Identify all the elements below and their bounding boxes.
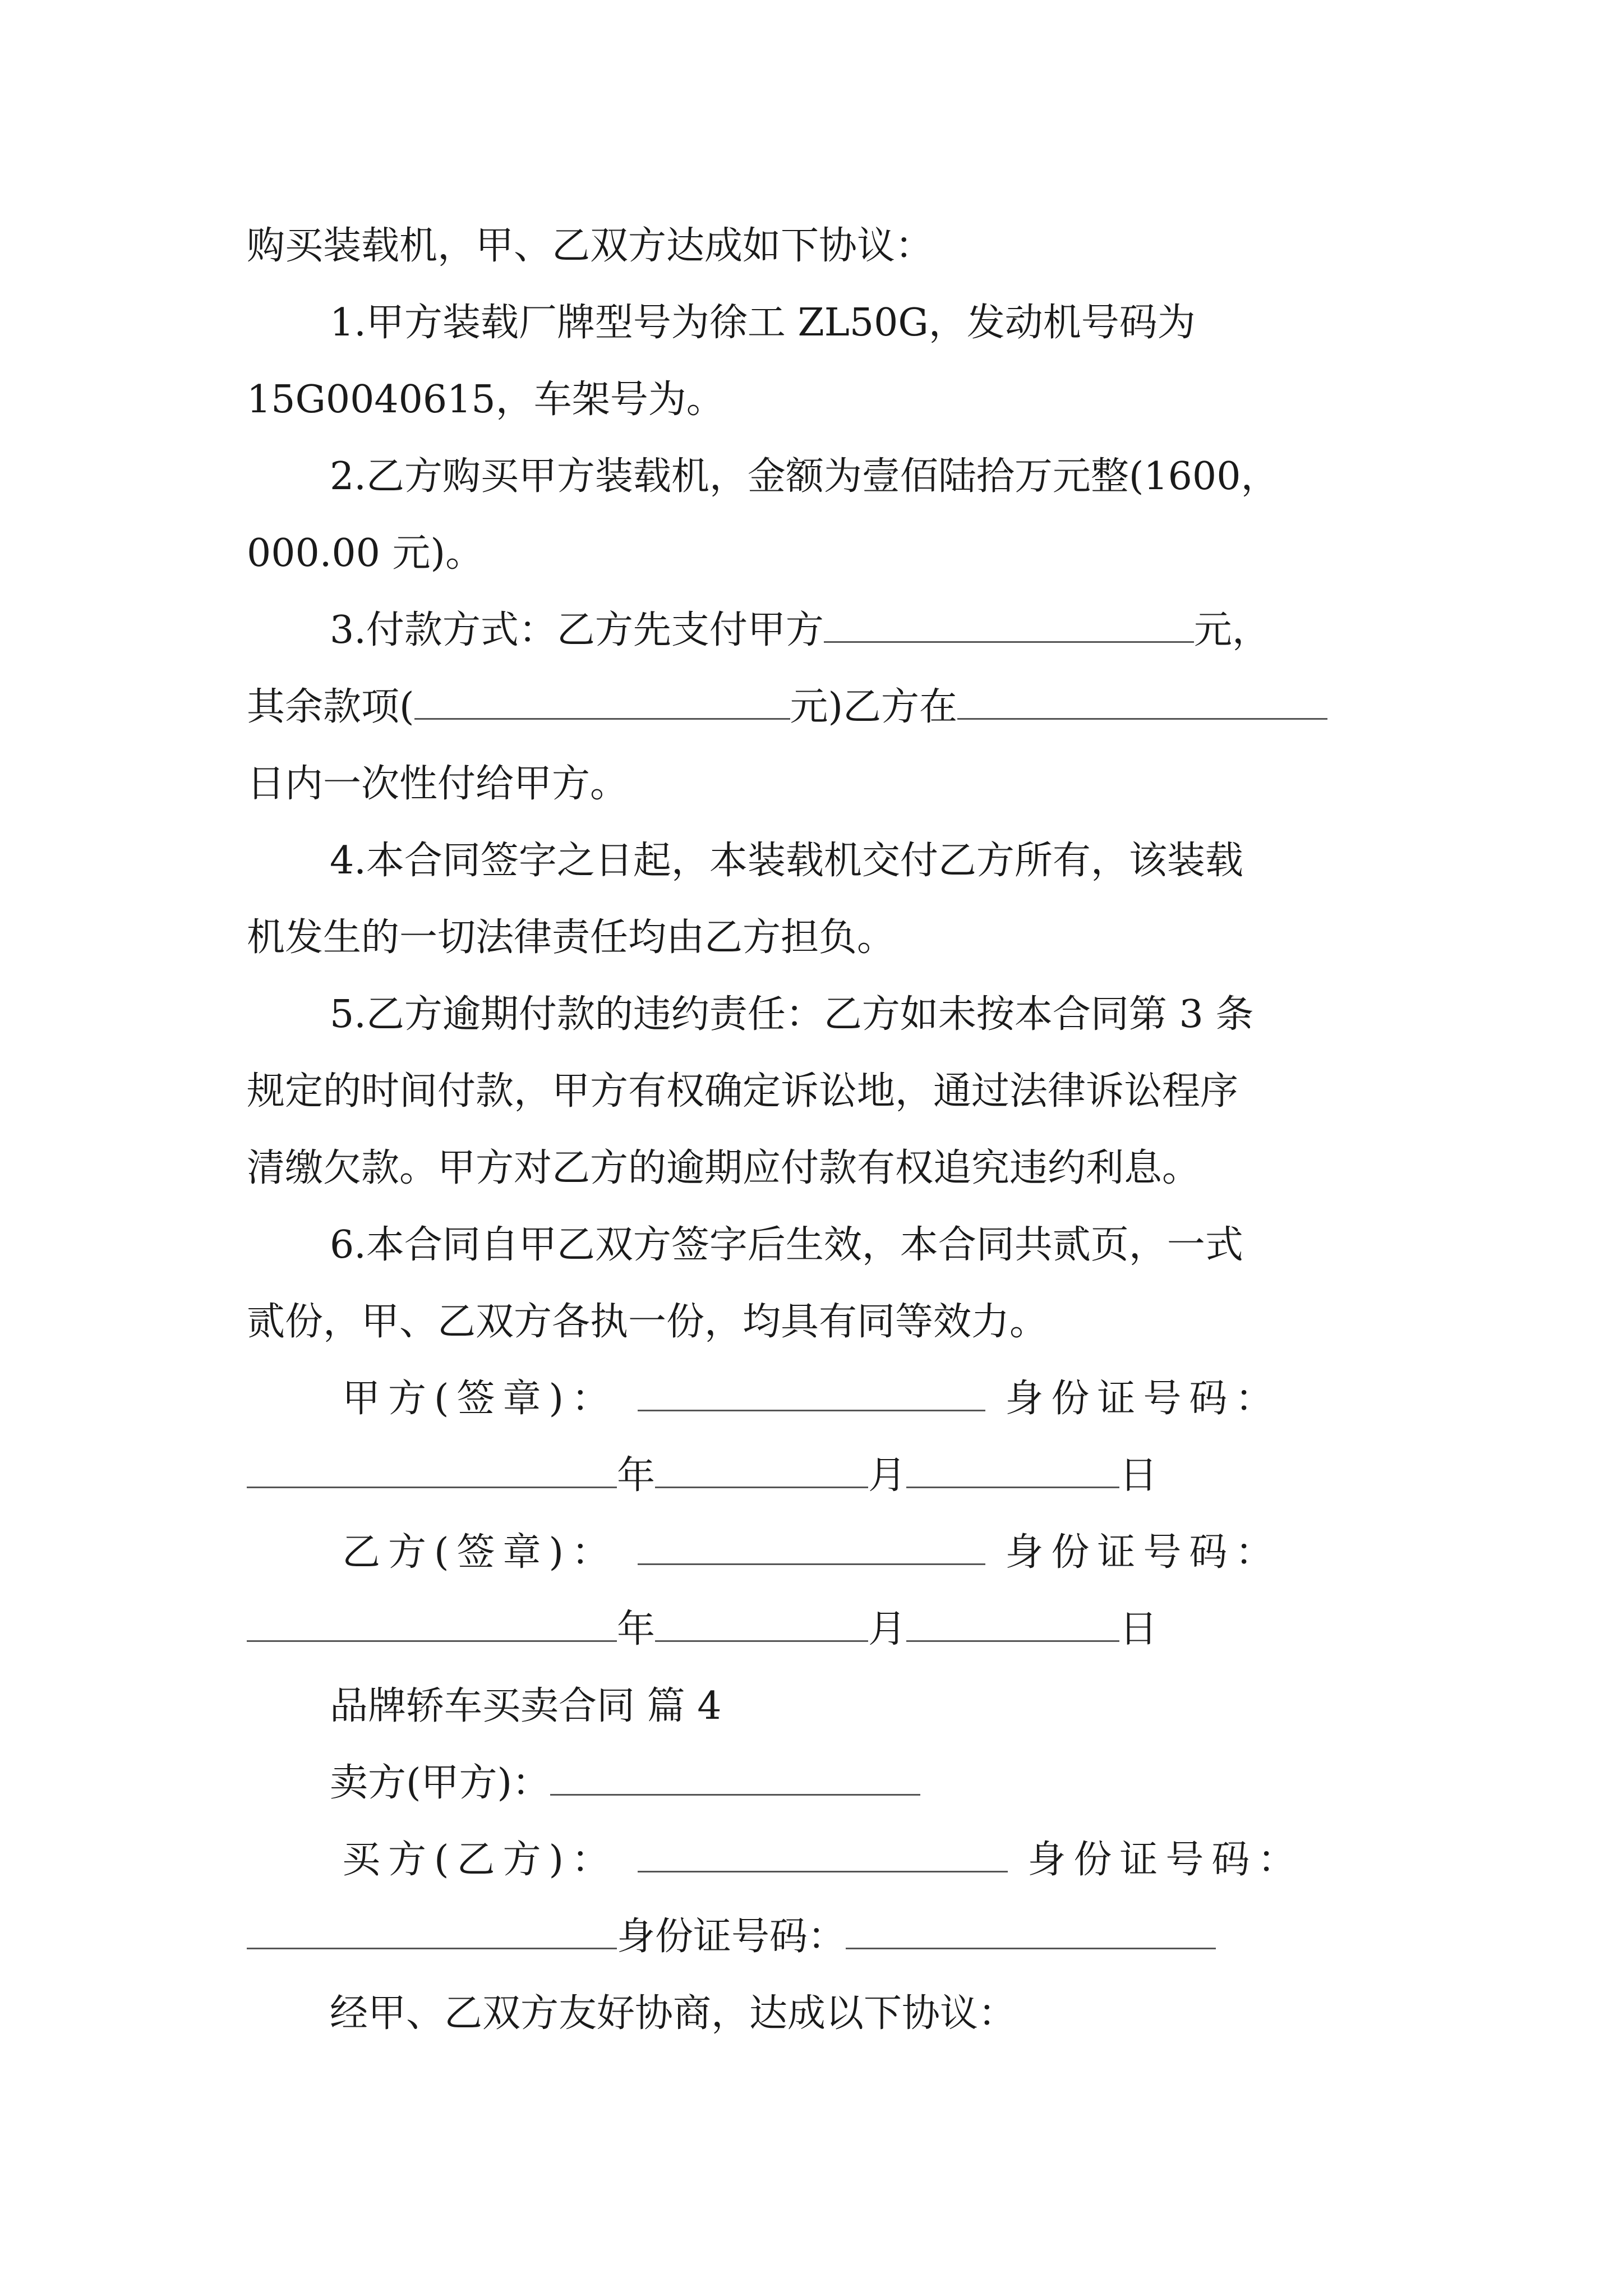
blank-field bbox=[638, 1529, 985, 1565]
blank-field bbox=[906, 1605, 1119, 1642]
section-title: 品牌轿车买卖合同 篇 4 bbox=[330, 1684, 722, 1728]
clause-3-cont bbox=[247, 669, 1391, 746]
clause-3-text: 3.付款方式：乙方先支付甲方 bbox=[330, 608, 824, 652]
month-label: 月 bbox=[868, 1453, 907, 1498]
party-a-id-label: 身份证号码： bbox=[1005, 1377, 1281, 1421]
id-label: 身份证号码： bbox=[617, 1915, 846, 1959]
blank-field bbox=[824, 606, 1194, 643]
day-label: 日 bbox=[1119, 1607, 1158, 1651]
month-label: 月 bbox=[868, 1607, 907, 1651]
clause-3-end: 日内一次性付给甲方。 bbox=[247, 762, 629, 806]
party-a-date-line bbox=[247, 1437, 1391, 1514]
seller-label: 卖方(甲方)： bbox=[330, 1761, 551, 1805]
day-label: 日 bbox=[1119, 1453, 1158, 1498]
clause-5-line: 5.乙方逾期付款的违约责任：乙方如未按本合同第 3 条 bbox=[330, 992, 1254, 1037]
party-b-id-label: 身份证号码： bbox=[1005, 1530, 1281, 1575]
clause-3-line bbox=[247, 592, 1391, 669]
clause-4-line: 4.本合同签字之日起，本装载机交付乙方所有，该装载 bbox=[330, 839, 1243, 883]
blank-field bbox=[247, 1605, 617, 1642]
party-a-label: 甲方(签章)： bbox=[342, 1377, 618, 1421]
buyer-line bbox=[247, 1821, 1391, 1898]
paragraph-line: 购买装载机，甲、乙双方达成如下协议： bbox=[247, 224, 934, 268]
party-b-signature-line bbox=[247, 1514, 1391, 1591]
blank-field bbox=[655, 1452, 868, 1488]
buyer-id-label: 身份证号码： bbox=[1027, 1838, 1304, 1882]
clause-4-cont: 机发生的一切法律责任均由乙方担负。 bbox=[247, 915, 896, 960]
party-b-label: 乙方(签章)： bbox=[342, 1530, 618, 1575]
blank-field bbox=[414, 683, 790, 720]
intro-line: 经甲、乙双方友好协商，达成以下协议： bbox=[330, 1991, 1017, 2036]
clause-5-cont: 规定的时间付款，甲方有权确定诉讼地，通过法律诉讼程序 bbox=[247, 1069, 1239, 1114]
blank-field bbox=[550, 1759, 920, 1796]
clause-1-line: 1.甲方装载厂牌型号为徐工 ZL50G，发动机号码为 bbox=[330, 301, 1196, 345]
seller-line bbox=[247, 1745, 1391, 1821]
blank-field bbox=[638, 1375, 985, 1411]
year-label: 年 bbox=[617, 1607, 656, 1651]
id-line bbox=[247, 1898, 1391, 1975]
clause-2-cont: 000.00 元)。 bbox=[247, 531, 484, 576]
clause-5-cont-2: 清缴欠款。甲方对乙方的逾期应付款有权追究违约利息。 bbox=[247, 1146, 1201, 1190]
blank-field bbox=[247, 1452, 617, 1488]
clause-3-cont-text-b: 元)乙方在 bbox=[790, 685, 958, 729]
clause-6-cont: 贰份，甲、乙双方各执一份，均具有同等效力。 bbox=[247, 1300, 1048, 1344]
clause-2-line: 2.乙方购买甲方装载机，金额为壹佰陆拾万元整(1600， bbox=[330, 454, 1279, 499]
buyer-label: 买方(乙方)： bbox=[342, 1838, 618, 1882]
blank-field bbox=[906, 1452, 1119, 1488]
clause-6-line: 6.本合同自甲乙双方签字后生效，本合同共贰页，一式 bbox=[330, 1223, 1243, 1267]
year-label: 年 bbox=[617, 1453, 656, 1498]
clause-1-cont: 15G0040615，车架号为。 bbox=[247, 378, 725, 422]
clause-3-cont-text: 其余款项( bbox=[247, 685, 414, 729]
party-b-date-line bbox=[247, 1591, 1391, 1668]
blank-field bbox=[638, 1836, 1008, 1872]
blank-field bbox=[846, 1913, 1216, 1949]
blank-field bbox=[655, 1605, 868, 1642]
blank-field bbox=[247, 1913, 617, 1949]
party-a-signature-line bbox=[247, 1360, 1391, 1437]
blank-field bbox=[957, 683, 1327, 720]
clause-3-unit: 元， bbox=[1193, 608, 1270, 652]
document-page bbox=[247, 208, 1391, 2052]
